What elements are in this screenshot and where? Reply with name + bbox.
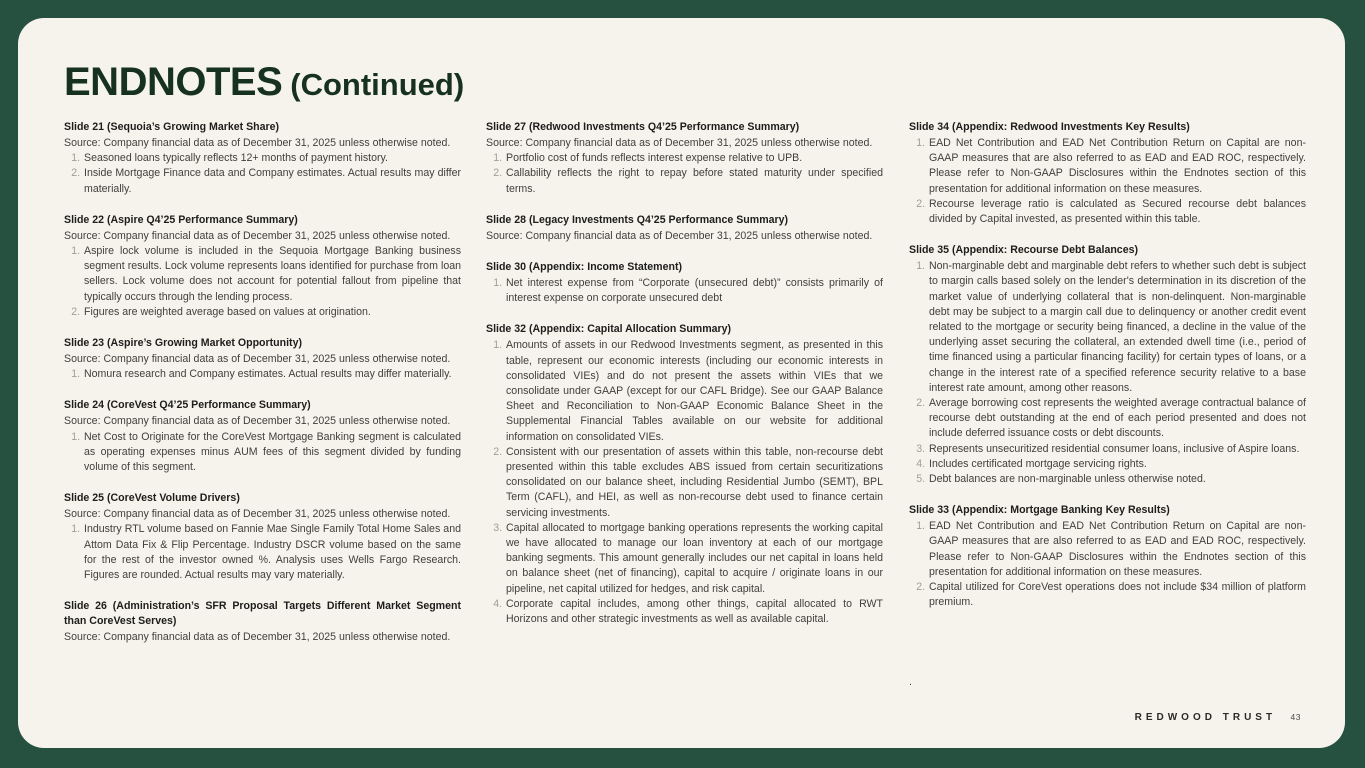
endnote-item: 2. Callability reflects the right to repay before stated maturity under specified terms. [505,166,883,196]
endnote-section [486,213,883,244]
section-item-list [909,519,1306,610]
endnote-section [909,503,1306,610]
section-source: Source: Company financial data as of December 31, 2025 unless otherwise noted. [486,229,873,242]
endnote-section [64,599,461,645]
section-source: Source: Company financial data as of December 31, 2025 unless otherwise noted. [64,631,451,644]
section-source: Source: Company financial data as of December 31, 2025 unless otherwise noted. [64,137,451,149]
section-item-list [64,367,461,382]
endnote-section [64,120,461,197]
endnote-item: 4. Includes certificated mortgage servicing rights. [928,457,1306,472]
section-heading: Slide 30 (Appendix: Income Statement) [486,261,683,274]
endnote-section [64,336,461,382]
endnote-section [909,120,1306,227]
section-heading: Slide 24 (CoreVest Q4’25 Performance Summary) [64,399,311,412]
page-title [64,60,464,105]
endnote-section [64,491,461,583]
footer-brand: REDWOOD TRUST [1134,712,1277,723]
endnote-item: 1. Seasoned loans typically reflects 12+ months of payment history. [83,151,461,166]
section-item-list [486,151,883,197]
section-heading: Slide 22 (Aspire Q4’25 Performance Summary) [64,213,298,226]
section-heading: Slide 23 (Aspire’s Growing Market Opportunity) [64,337,303,350]
section-source: Source: Company financial data as of December 31, 2025 unless otherwise noted. [64,353,451,366]
endnote-item: 2. Figures are weighted average based on values at origination. [83,305,461,320]
endnote-item: 2. Inside Mortgage Finance data and Company estimates. Actual results may differ materially. [83,166,461,196]
section-source: Source: Company financial data as of December 31, 2025 unless otherwise noted. [64,415,451,428]
endnote-section [486,120,883,197]
section-heading: Slide 28 (Legacy Investments Q4’25 Performance Summary) [486,213,789,226]
endnote-item: 2. Average borrowing cost represents the weighted average contractual balance of recourse debt outstanding at the end of each period presented and does not include deferred issuance costs or debt discounts. [928,396,1306,442]
page-title-suffix: (Continued) [290,67,465,102]
section-item-list [64,430,461,476]
endnote-item: 1. Nomura research and Company estimates. Actual results may differ materially. [83,367,461,382]
section-item-list [486,276,883,306]
section-heading: Slide 34 (Appendix: Redwood Investments Key Results) [909,121,1190,133]
endnote-item: 2. Recourse leverage ratio is calculated as Secured recourse debt balances divided by Capital invested, as presented within this table. [928,197,1306,227]
section-item-list [64,151,461,197]
endnote-item: 1. Industry RTL volume based on Fannie Mae Single Family Total Home Sales and Attom Data Fix & Flip Percentage. Industry DSCR volume based on the same for the rest of the investor owned %. Analysis uses Wells Fargo Research. Figures are rounded. Actual results may vary materially. [83,522,461,583]
endnote-item: 1. Non-marginable debt and marginable debt refers to whether such debt is subject to margin calls based solely on the lender's determination in its discretion of the market value of underlying collateral that is non-delinquent. Non-marginable debt may be subject to a margin call due to delinquency or another credit event related to the mortgage or security being financed, a decline in the value of the underlying asset securing the collateral, an extended dwell time (i.e., period of time financed using a particular financing facility) for certain types of loans, or a change in the interest rate of a specified reference security relative to a base interest rate amount, among other reasons. [928,259,1306,396]
endnote-section [909,243,1306,487]
section-heading: Slide 25 (CoreVest Volume Drivers) [64,492,240,505]
endnote-item: 3. Capital allocated to mortgage banking operations represents the working capital we have allocated to manage our loan inventory at each of our mortgage banking segments. This amount generally includes our net capital in loans held on balance sheet (net of financing), capital to acquire / originate loans in our pipeline, net capital utilized for hedges, and risk capital. [505,521,883,597]
endnote-item: 2. Capital utilized for CoreVest operations does not include $34 million of platform premium. [928,580,1306,610]
endnotes-column-3 [909,120,1306,626]
endnote-item: 2. Consistent with our presentation of assets within this table, non-recourse debt presented within this table excludes ABS issued from certain securitizations consolidated on our balance sheet, including Residential Jumbo (SEMT), BPL Term (CAFL), and HEI, as well as non-recourse debt used to finance certain servicing investments. [505,445,883,521]
endnotes-column-1 [64,120,461,661]
endnote-item: 1. Portfolio cost of funds reflects interest expense relative to UPB. [505,151,883,166]
section-item-list [64,244,461,320]
section-heading: Slide 26 (Administration’s SFR Proposal Targets Different Market Segment than CoreVest Serves) [64,600,461,628]
endnote-item: 1. EAD Net Contribution and EAD Net Contribution Return on Capital are non-GAAP measures that are also referred to as EAD and EAD ROC, respectively. Please refer to Non-GAAP Disclosures within the Endnotes section of this presentation for additional information on these measures. [928,519,1306,580]
section-heading: Slide 21 (Sequoia’s Growing Market Share) [64,121,280,133]
section-source: Source: Company financial data as of December 31, 2025 unless otherwise noted. [64,508,451,521]
section-source: Source: Company financial data as of December 31, 2025 unless otherwise noted. [486,137,873,149]
stray-period: . [909,676,912,688]
footer [1135,707,1301,725]
slide-panel [18,18,1345,748]
endnote-item: 5. Debt balances are non-marginable unless otherwise noted. [928,472,1306,487]
endnote-item: 1. EAD Net Contribution and EAD Net Contribution Return on Capital are non-GAAP measures that are also referred to as EAD and EAD ROC, respectively. Please refer to Non-GAAP Disclosures within the Endnotes section of this presentation for additional information on these measures. [928,136,1306,197]
endnote-item: 1. Amounts of assets in our Redwood Investments segment, as presented in this table, represent our economic interests (including our economic interests in consolidated VIEs) and do not present the assets within VIEs that we consolidate under GAAP (except for our CAFL Bridge). See our GAAP Balance Sheet and Reconciliation to Non-GAAP Economic Balance Sheet in the Supplemental Financial Tables available on our website for additional information on consolidated VIEs. [505,338,883,444]
endnotes-column-2 [486,120,883,643]
endnote-section [486,322,883,627]
endnote-section [64,213,461,320]
section-heading: Slide 35 (Appendix: Recourse Debt Balances) [909,244,1139,257]
endnote-item: 1. Aspire lock volume is included in the Sequoia Mortgage Banking business segment results. Lock volume represents loans identified for purchase from loan sellers. Lock volume does not account for potential fallout from pipeline that typically occurs through the lending process. [83,244,461,305]
section-item-list [909,136,1306,227]
section-item-list [486,338,883,627]
endnote-section [486,260,883,306]
section-heading: Slide 33 (Appendix: Mortgage Banking Key Results) [909,504,1170,517]
section-source: Source: Company financial data as of December 31, 2025 unless otherwise noted. [64,229,451,242]
endnote-item: 3. Represents unsecuritized residential consumer loans, inclusive of Aspire loans. [928,442,1306,457]
section-heading: Slide 32 (Appendix: Capital Allocation Summary) [486,323,732,336]
section-heading: Slide 27 (Redwood Investments Q4’25 Performance Summary) [486,121,800,133]
endnote-item: 4. Corporate capital includes, among other things, capital allocated to RWT Horizons and other strategic investments as well as available capital. [505,597,883,627]
page-number: 43 [1290,712,1301,722]
section-item-list [64,522,461,583]
section-item-list [909,259,1306,487]
endnote-section [64,398,461,475]
endnote-item: 1. Net Cost to Originate for the CoreVest Mortgage Banking segment is calculated as operating expenses minus AUM fees of this segment divided by funding volume of this segment. [83,430,461,476]
page-title-main: ENDNOTES [64,60,283,104]
endnote-item: 1. Net interest expense from “Corporate (unsecured debt)” consists primarily of interest expense on corporate unsecured debt [505,276,883,306]
